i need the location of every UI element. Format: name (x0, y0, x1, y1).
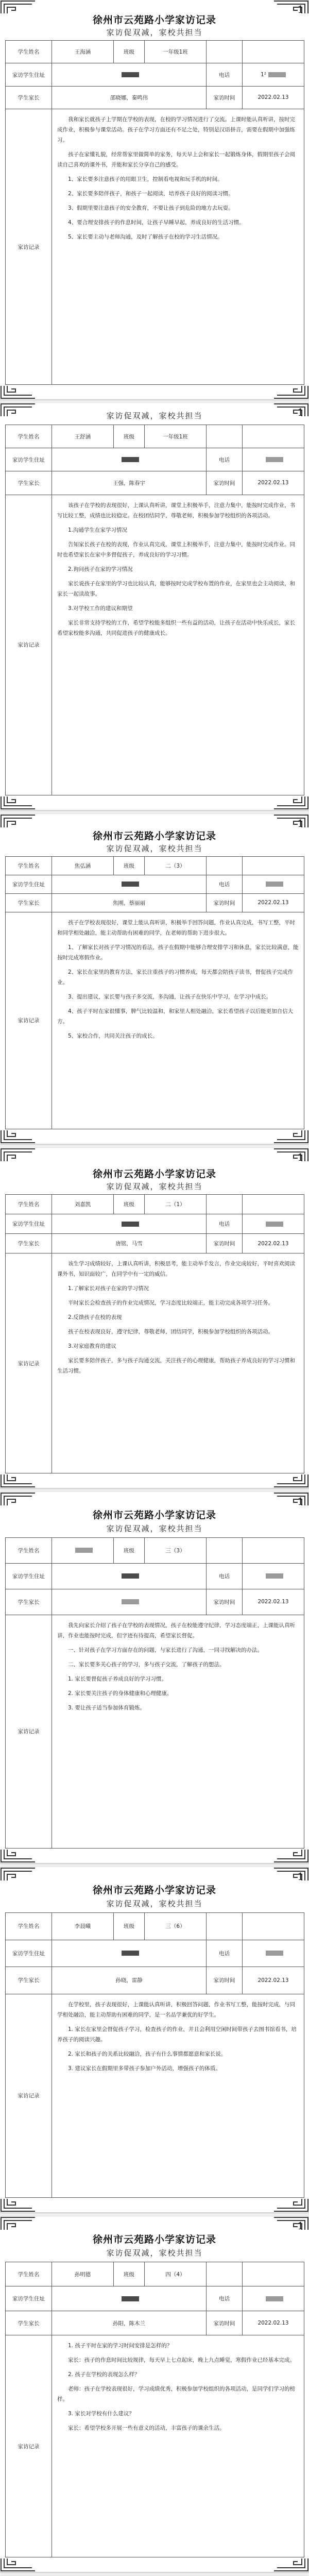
corner-ornament (273, 2198, 309, 2212)
content-paragraph: 告知家长孩子在校的表现，作业认真完成，课堂上积极举手，注意力集中，能按时完成作业。同时也希望家长在家中多督促孩子，养成良好的学习习惯。 (57, 541, 295, 558)
label-phone: 电话 (207, 1563, 243, 1589)
value-student-name (52, 1195, 114, 1214)
content-paragraph: 3. 家长对学校有什么建议？ (68, 2411, 134, 2417)
visit-record-table (5, 1194, 304, 1473)
corner-ornament (0, 1473, 36, 1488)
content-paragraph: 1.沟通学生在家学习情况 (68, 527, 128, 533)
label-address: 家访学生住址 (6, 448, 52, 471)
spacer-cell (207, 1913, 243, 1940)
content-paragraph: 3. 要让孩子适当参加体育锻炼。 (68, 1704, 145, 1711)
student-name-text: 孙明德 (74, 2271, 91, 2278)
value-address (52, 875, 207, 893)
redaction-mask (266, 1222, 283, 1227)
value-parent (52, 86, 207, 109)
redaction-mask (122, 457, 139, 462)
value-parent (52, 471, 207, 495)
corner-ornament (0, 795, 36, 810)
value-phone (243, 875, 304, 893)
parent-text: 唐铭，马雪 (115, 1241, 143, 1247)
spacer-cell (207, 41, 243, 63)
label-parent: 学生家长 (6, 893, 52, 912)
content-paragraph: 5、家校合作，共同关注孩子的成长。 (68, 1032, 158, 1039)
redaction-mask (266, 457, 283, 462)
student-name-text: 王舒涵 (74, 433, 91, 440)
value-class: 四（4） (145, 2262, 207, 2286)
label-student-name: 学生姓名 (6, 2262, 52, 2286)
value-student-name (52, 41, 114, 63)
spacer-cell (243, 1195, 304, 1214)
content-paragraph: 老师：孩子在学校表现很好，学习成绩优秀，积极参加学校组织的各项活动，是同学们学习的榜样。 (57, 2386, 295, 2403)
value-phone (243, 63, 304, 86)
content-paragraph: 2.询问孩子在家的学习情况 (68, 566, 133, 572)
content-paragraph: 3、提出建议，家长要与孩子多交流，多沟通，让孩子在快乐中学习，在学习中成长。 (68, 993, 272, 1000)
value-phone (243, 448, 304, 471)
document-title: 徐州市云苑路小学家访记录 (92, 2234, 216, 2245)
visit-content (52, 1994, 304, 2197)
label-class: 班级 (114, 41, 145, 63)
content-paragraph: 我先向家长介绍了孩子在学校的表现情况，孩子在校能遵守纪律，学习态度端正，上课能认真听讲，作业也能按时完成，但字迹有待提高，希望家长督促。 (57, 1622, 295, 1639)
document-subtitle: 家访促双减，家校共担当 (106, 1182, 203, 1191)
redaction-mask (268, 72, 286, 77)
document-subtitle: 家访促双减，家校共担当 (106, 1899, 203, 1908)
record-page (0, 1148, 309, 1488)
content-paragraph: 1.了解家长对孩子在家的学习情况 (68, 1285, 149, 1292)
content-paragraph: 家长非常支持学校的工作，希望学校能多组织一些有益的活动，让孩子在活动中快乐成长，家长希望家校能多沟通，共同促进孩子的健康成长。 (57, 619, 295, 636)
label-student-name: 学生姓名 (6, 425, 52, 448)
record-page (0, 2216, 309, 2572)
spacer-cell (243, 425, 304, 448)
corner-ornament (273, 2557, 309, 2572)
label-date: 家访时间 (207, 86, 243, 109)
corner-ornament (273, 1129, 309, 1144)
corner-ornament (0, 1129, 36, 1144)
content-paragraph: 1、了解家长对孩子学习情况的看法，孩子在假期中能够合理安排学习和休息，家长比较满意，能按时完成寒假作业。 (57, 944, 299, 961)
document-subtitle: 家访促双减，家校共担当 (106, 844, 203, 853)
corner-ornament (0, 1492, 36, 1506)
content-paragraph: 家长说孩子在家里的学习也比较认真，能够按时完成学校布置的作业，在家里也会主动阅读，和家长一起读故事。 (57, 580, 295, 597)
content-paragraph: 2. 家长要关注孩子的身体健康和心理健康。 (68, 1690, 173, 1697)
spacer-cell (243, 857, 304, 875)
content-paragraph: 2. 家长和孩子的关系比较融洽，孩子有什么事情都愿意和家长说。 (68, 2050, 227, 2057)
value-date: 2022.02.13 (243, 1967, 304, 1994)
visit-record-table (5, 40, 304, 385)
value-address (52, 1940, 207, 1967)
document-title: 徐州市云苑路小学家访记录 (92, 1168, 216, 1180)
record-page (0, 1492, 309, 1863)
spacer-cell (207, 1195, 243, 1214)
label-parent: 学生家长 (6, 2311, 52, 2335)
content-paragraph: 2、家长在家里的教育方法，家长注重孩子的习惯养成，每天都会陪孩子读书，督促孩子完成作业。 (57, 969, 294, 986)
corner-ornament (0, 1849, 36, 1863)
redaction-mask (122, 1573, 139, 1579)
label-phone: 电话 (207, 448, 243, 471)
label-address: 家访学生住址 (6, 63, 52, 86)
label-parent: 学生家长 (6, 1589, 52, 1615)
visit-record-table (5, 856, 304, 1129)
spacer-cell (243, 1538, 304, 1564)
record-page (0, 0, 309, 399)
content-paragraph: 1. 孩子平时在家的学习时间安排是怎样的？ (68, 2343, 173, 2349)
corner-ornament (273, 1473, 309, 1488)
value-address (52, 1563, 207, 1589)
value-parent (52, 1589, 207, 1615)
page-number: 1 (297, 1495, 304, 1507)
content-paragraph: 在学校里，孩子表现很好，上课能认真听讲，积极回答问题，作业书写工整，能按时完成，与同学相处融洽，能主动帮助有困难的同学，是一名品学兼优的好学生。 (57, 2001, 295, 2018)
label-date: 家访时间 (207, 471, 243, 495)
value-phone (243, 1940, 304, 1967)
content-paragraph: 该生学习成绩较好，上课认真听讲，积极思考，能主动举手发言，作业完成较好，平时喜欢阅读课外书，知识面较广，在同学中有一定的威信。 (57, 1261, 295, 1278)
value-parent (52, 2311, 207, 2335)
spacer-cell (207, 857, 243, 875)
label-phone: 电话 (207, 2286, 243, 2311)
label-date: 家访时间 (207, 1589, 243, 1615)
page-number: 1 (297, 1870, 304, 1883)
record-page (0, 814, 309, 1144)
visit-content (52, 1253, 304, 1473)
phone-text: 1² (261, 72, 266, 78)
label-parent: 学生家长 (6, 86, 52, 109)
corner-ornament (0, 2216, 36, 2231)
spacer-cell (207, 425, 243, 448)
spacer-cell (207, 2262, 243, 2286)
redaction-mask (266, 2296, 283, 2301)
document-subtitle: 家访促双减，家校共担当 (106, 28, 203, 37)
spacer-cell (243, 1913, 304, 1940)
document-title: 徐州市云苑路小学家访记录 (92, 1885, 216, 1896)
content-paragraph: 一、针对孩子在学习方面存在的问题，与家长进行了沟通，一同寻找解决的办法。 (68, 1647, 263, 1653)
value-student-name (52, 425, 114, 448)
label-phone: 电话 (207, 63, 243, 86)
content-paragraph: 1. 家长在家里会督促孩子学习，检查孩子的作业，并且会利用空闲时间带孩子去图书馆看书，培养孩子的阅读兴趣。 (57, 2026, 297, 2043)
value-address (52, 63, 207, 86)
student-name-text: 刘嘉凯 (74, 1201, 91, 1208)
page-number: 1 (297, 1151, 304, 1163)
value-date: 2022.02.13 (243, 1589, 304, 1615)
content-paragraph: 我和家长就孩子上学期在学校的表现，在校的学习情况进行了交流。上课时能认真听讲，按时完成作业，积极参与课堂活动。孩子在学习方面还有不足之处，特别是汉语拼音，需要在假期中加强练习。 (57, 116, 295, 144)
value-phone (243, 1214, 304, 1234)
document-subtitle: 家访促双减，家校共担当 (106, 1524, 203, 1533)
content-paragraph: 2.反馈孩子在校的表现 (68, 1314, 122, 1321)
corner-ornament (273, 385, 309, 399)
value-date: 2022.02.13 (243, 2311, 304, 2335)
content-paragraph: 1、家长要多注意孩子的用眼卫生，控制看电视和玩手机的时间。 (68, 176, 223, 183)
content-paragraph: 孩子在校表现良好，遵守纪律，尊敬老师，团结同学，积极参加学校组织的各项活动。 (68, 1329, 273, 1335)
redaction-mask (266, 1951, 283, 1956)
label-date: 家访时间 (207, 2311, 243, 2335)
student-name-text: 王海涵 (74, 49, 91, 56)
label-class: 班级 (114, 1195, 145, 1214)
label-address: 家访学生住址 (6, 2286, 52, 2311)
visit-record-table (5, 1537, 304, 1849)
content-paragraph: 1. 家长要督促孩子养成良好的学习习惯。 (68, 1675, 167, 1682)
redaction-mask (266, 1573, 283, 1579)
record-page (0, 403, 309, 810)
content-paragraph: 4、孩子平时在家很懂事，脾气比较温和，和家里人相处融洽，家长希望孩子以后能更加自信大方。 (57, 1008, 294, 1025)
spacer-cell (207, 1538, 243, 1564)
value-address (52, 448, 207, 471)
parent-text: 孙晓，雷静 (115, 1977, 143, 1984)
value-student-name (52, 857, 114, 875)
content-paragraph: 该孩子在学校的表现很好，上课认真听讲，课堂上积极举手，注意力集中，能按时完成作业，书写比较工整，成绩也比较稳定。在校团结同学，尊敬老师，积极参加学校组织的各项活动。 (57, 502, 295, 519)
visit-content (52, 1615, 304, 1848)
label-address: 家访学生住址 (6, 1563, 52, 1589)
label-class: 班级 (114, 425, 145, 448)
redaction-mask (122, 72, 139, 77)
parent-text: 焦刚，蔡丽丽 (113, 900, 145, 906)
content-paragraph: 家长要多陪伴孩子，多与孩子沟通交流，关注孩子的心理健康，帮助孩子养成良好的学习习惯和生活习惯。 (57, 1358, 295, 1375)
label-student-name: 学生姓名 (6, 1195, 52, 1214)
label-date: 家访时间 (207, 893, 243, 912)
label-date: 家访时间 (207, 1967, 243, 1994)
visit-record-table (5, 2262, 304, 2557)
parent-text: 王强，陈春宇 (113, 480, 145, 486)
label-parent: 学生家长 (6, 1967, 52, 1994)
record-page (0, 1867, 309, 2212)
page-number: 1 (297, 406, 304, 418)
value-date: 2022.02.13 (243, 1234, 304, 1253)
label-content: 家访记录 (6, 109, 52, 385)
label-content: 家访记录 (6, 1253, 52, 1473)
corner-ornament (0, 385, 36, 399)
value-date: 2022.02.13 (243, 86, 304, 109)
value-class: 二（3） (145, 857, 207, 875)
value-date: 2022.02.13 (243, 893, 304, 912)
content-paragraph: 3.对家庭教育的建议 (68, 1343, 117, 1350)
value-student-name (52, 1913, 114, 1940)
document-title: 徐州市云苑路小学家访记录 (92, 14, 216, 26)
visit-content (52, 109, 304, 385)
label-content: 家访记录 (6, 1994, 52, 2197)
redaction-mask (266, 882, 283, 887)
label-class: 班级 (114, 1913, 145, 1940)
visit-content (52, 495, 304, 795)
label-phone: 电话 (207, 1940, 243, 1967)
corner-ornament (0, 2557, 36, 2572)
visit-content (52, 2335, 304, 2557)
label-student-name: 学生姓名 (6, 1913, 52, 1940)
corner-ornament (273, 1849, 309, 1863)
content-paragraph: 孩子在学校表现很好，课堂上能认真听讲，积极举手回答问题，作业认真完成，书写工整，平时和同学相处融洽，能主动帮助有困难的同学，在老师的帮助下进步很大。 (57, 919, 295, 936)
spacer-cell (243, 2262, 304, 2286)
corner-ornament (273, 795, 309, 810)
content-paragraph: 2. 孩子在学校的表现怎么样？ (68, 2371, 140, 2378)
corner-ornament (0, 814, 36, 828)
label-phone: 电话 (207, 875, 243, 893)
content-paragraph: 家长：希望学校多开展一些有意义的活动，丰富孩子的课余生活。 (68, 2425, 225, 2432)
label-phone: 电话 (207, 1214, 243, 1234)
label-parent: 学生家长 (6, 471, 52, 495)
value-phone (243, 2286, 304, 2311)
value-date: 2022.02.13 (243, 471, 304, 495)
label-content: 家访记录 (6, 1615, 52, 1848)
value-student-name (52, 2262, 114, 2286)
label-class: 班级 (114, 2262, 145, 2286)
corner-ornament (0, 1148, 36, 1162)
visit-record-table (5, 425, 304, 795)
value-parent (52, 893, 207, 912)
parent-text: 孙阳，陈木兰 (113, 2320, 145, 2327)
redaction-mask (75, 1548, 93, 1553)
value-student-name (52, 1538, 114, 1564)
content-paragraph: 平时家长会检查孩子的作业完成情况，学习态度比较端正，能主动完成各项学习任务。 (68, 1300, 273, 1307)
redaction-mask (122, 882, 139, 887)
value-class: 一年级1班 (145, 425, 207, 448)
value-phone (243, 1563, 304, 1589)
label-student-name: 学生姓名 (6, 1538, 52, 1564)
document-title: 徐州市云苑路小学家访记录 (92, 1510, 216, 1521)
redaction-mask (122, 1951, 139, 1956)
label-date: 家访时间 (207, 1234, 243, 1253)
content-paragraph: 3. 建议家长在假期里多带孩子参加户外活动，增强孩子的体质。 (68, 2065, 221, 2072)
page-number: 1 (297, 2219, 304, 2232)
value-class: 二（1） (145, 1195, 207, 1214)
parent-text: 邵晓娜，秦鸣伟 (110, 94, 148, 101)
label-student-name: 学生姓名 (6, 41, 52, 63)
label-class: 班级 (114, 857, 145, 875)
visit-content (52, 912, 304, 1129)
value-address (52, 1214, 207, 1234)
content-paragraph: 家长：孩子的作息时间比较规律，每天早上七点起床，晚上九点睡觉，寒假作业已经基本完成。 (68, 2357, 295, 2364)
redaction-mask (122, 1599, 139, 1604)
label-address: 家访学生住址 (6, 1214, 52, 1234)
value-address (52, 2286, 207, 2311)
redaction-mask (122, 2296, 139, 2301)
content-paragraph: 孩子在家懂礼貌，经常帮家里做简单的家务，每天早上会和家长一起锻炼身体，假期里孩子会阅读自己喜欢的课外书，并能和家长分享自己的感受。 (57, 151, 295, 168)
document-subtitle: 家访促双减，家校共担当 (106, 2248, 203, 2258)
page-number: 1 (297, 3, 304, 15)
label-content: 家访记录 (6, 2335, 52, 2557)
content-paragraph: 二、家长要多关心孩子的学习，多与孩子交流，了解孩子的想法。 (68, 1661, 225, 1668)
page-number: 1 (297, 817, 304, 829)
document-subtitle: 家访促双减，家校共担当 (106, 411, 203, 420)
value-parent (52, 1234, 207, 1253)
student-name-text: 焦弘涵 (74, 862, 91, 869)
label-address: 家访学生住址 (6, 1940, 52, 1967)
label-student-name: 学生姓名 (6, 857, 52, 875)
label-content: 家访记录 (6, 912, 52, 1129)
content-paragraph: 3、假期里要注意孩子的安全教育，不要让孩子到危险的地方去玩耍。 (68, 205, 234, 212)
spacer-cell (243, 41, 304, 63)
student-name-text: 李晨曦 (74, 1923, 91, 1930)
label-class: 班级 (114, 1538, 145, 1564)
value-class: 三（3） (145, 1538, 207, 1564)
content-paragraph: 4、要合理安排孩子的作息时间，让孩子早睡早起，养成良好的生活习惯。 (68, 219, 245, 226)
value-class: 一年级1班 (145, 41, 207, 63)
label-parent: 学生家长 (6, 1234, 52, 1253)
redaction-mask (122, 1222, 139, 1227)
visit-record-table (5, 1912, 304, 2198)
document-title: 徐州市云苑路小学家访记录 (92, 831, 216, 842)
label-content: 家访记录 (6, 495, 52, 795)
corner-ornament (0, 2198, 36, 2212)
content-paragraph: 2、家长要多陪伴孩子，和孩子一起阅读，培养孩子良好的阅读习惯。 (68, 191, 234, 197)
label-address: 家访学生住址 (6, 875, 52, 893)
corner-ornament (0, 1867, 36, 1882)
content-paragraph: 3.对学校工作的建议和期望 (68, 605, 133, 612)
value-class: 三（6） (145, 1913, 207, 1940)
value-parent (52, 1967, 207, 1994)
content-paragraph: 5、家长要主动与老师沟通，及时了解孩子在校的学习生活情况。 (68, 234, 223, 241)
